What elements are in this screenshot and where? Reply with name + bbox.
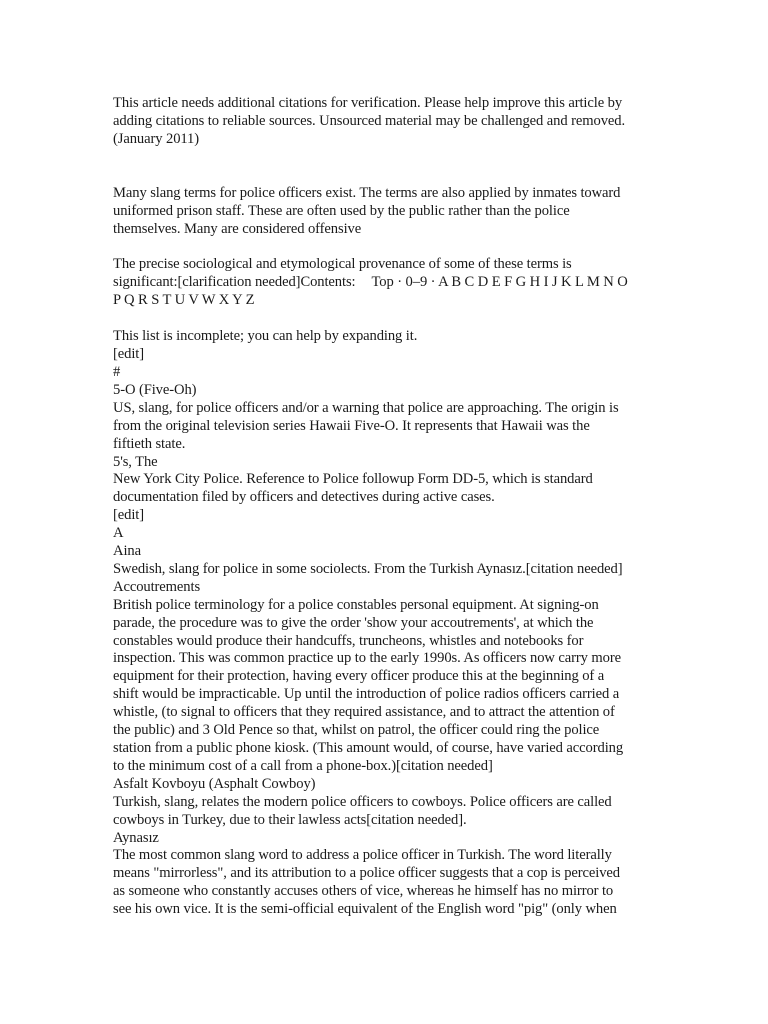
section-heading: # (113, 363, 121, 380)
definition-line: US, slang, for police officers and/or a warning that police are approaching. The origin is (113, 399, 619, 416)
term-title: Aina (113, 543, 141, 560)
intro-line: Many slang terms for police officers exist. The terms are also applied by inmates toward (113, 184, 621, 201)
intro-line: themselves. Many are considered offensive (113, 220, 362, 237)
definition-line: whistle, (to signal to officers that they required assistance, and to attract the attention of (113, 704, 615, 721)
table-of-contents[interactable]: Top · 0–9 · A B C D E F G H I J K L M N O (371, 274, 628, 291)
definition-line: inspection. This was common practice up to the early 1990s. As officers now carry more (113, 650, 621, 667)
term-title: Asfalt Kovboyu (Asphalt Cowboy) (113, 775, 316, 792)
definition-line: shift would be impracticable. Up until the introduction of police radios officers carried a (113, 686, 620, 703)
intro-paragraph (113, 185, 653, 239)
definition-line: as someone who constantly accuses others of vice, whereas he himself has no mirror to (113, 883, 614, 900)
notice-line: (January 2011) (113, 130, 199, 147)
provenance-paragraph (113, 256, 653, 310)
provenance-line (113, 274, 653, 292)
definition-line: New York City Police. Reference to Police followup Form DD-5, which is standard (113, 471, 593, 488)
definition-line: documentation filed by officers and detectives during active cases. (113, 489, 495, 506)
definition-line: parade, the procedure was to give the order 'show your accoutrements', at which the (113, 614, 594, 631)
term-title: 5's, The (113, 453, 158, 470)
definition-line: Turkish, slang, relates the modern police officers to cowboys. Police officers are called (113, 793, 612, 810)
provenance-line: The precise sociological and etymological provenance of some of these terms is (113, 256, 572, 273)
edit-link[interactable]: [edit] (113, 346, 145, 363)
definition-line: Swedish, slang for police in some sociolects. From the Turkish Aynasız.[citation needed] (113, 560, 623, 577)
notice-line: This article needs additional citations for verification. Please help improve this article by (113, 95, 623, 111)
term-title: 5-O (Five-Oh) (113, 381, 197, 398)
intro-line: uniformed prison staff. These are often used by the public rather than the police (113, 202, 570, 219)
list-incomplete-note: This list is incomplete; you can help by expanding it. (113, 328, 418, 345)
definition-line: fiftieth state. (113, 435, 186, 452)
definition-line: cowboys in Turkey, due to their lawless acts[citation needed]. (113, 811, 467, 828)
citation-notice (113, 95, 653, 149)
definition-line: equipment for their protection, having every officer produce this at the beginning of a (113, 668, 605, 685)
definition-line: from the original television series Hawaii Five-O. It represents that Hawaii was the (113, 417, 590, 434)
table-of-contents-continued[interactable]: P Q R S T U V W X Y Z (113, 292, 255, 309)
provenance-text: significant:[clarification needed]Contents: (113, 274, 356, 291)
definition-line: the public) and 3 Old Pence so that, whilst on patrol, the officer could ring the police (113, 722, 600, 739)
definition-line: constables would produce their handcuffs, truncheons, whistles and notebooks for (113, 632, 584, 649)
section-heading: A (113, 525, 124, 542)
term-title: Aynasız (113, 829, 159, 846)
definition-line: to the minimum cost of a call from a phone-box.)[citation needed] (113, 757, 493, 774)
article-page (113, 95, 653, 919)
definition-line: means "mirrorless", and its attribution to a police officer suggests that a cop is perceived (113, 865, 621, 882)
definition-line: The most common slang word to address a police officer in Turkish. The word literally (113, 847, 612, 864)
definition-line: see his own vice. It is the semi-official equivalent of the English word "pig" (only when (113, 901, 617, 918)
edit-link[interactable]: [edit] (113, 507, 145, 524)
definition-line: British police terminology for a police constables personal equipment. At signing-on (113, 596, 599, 613)
term-title: Accoutrements (113, 578, 201, 595)
definition-line: station from a public phone kiosk. (This amount would, of course, have varied according (113, 740, 624, 756)
notice-line: adding citations to reliable sources. Unsourced material may be challenged and removed. (113, 112, 626, 129)
